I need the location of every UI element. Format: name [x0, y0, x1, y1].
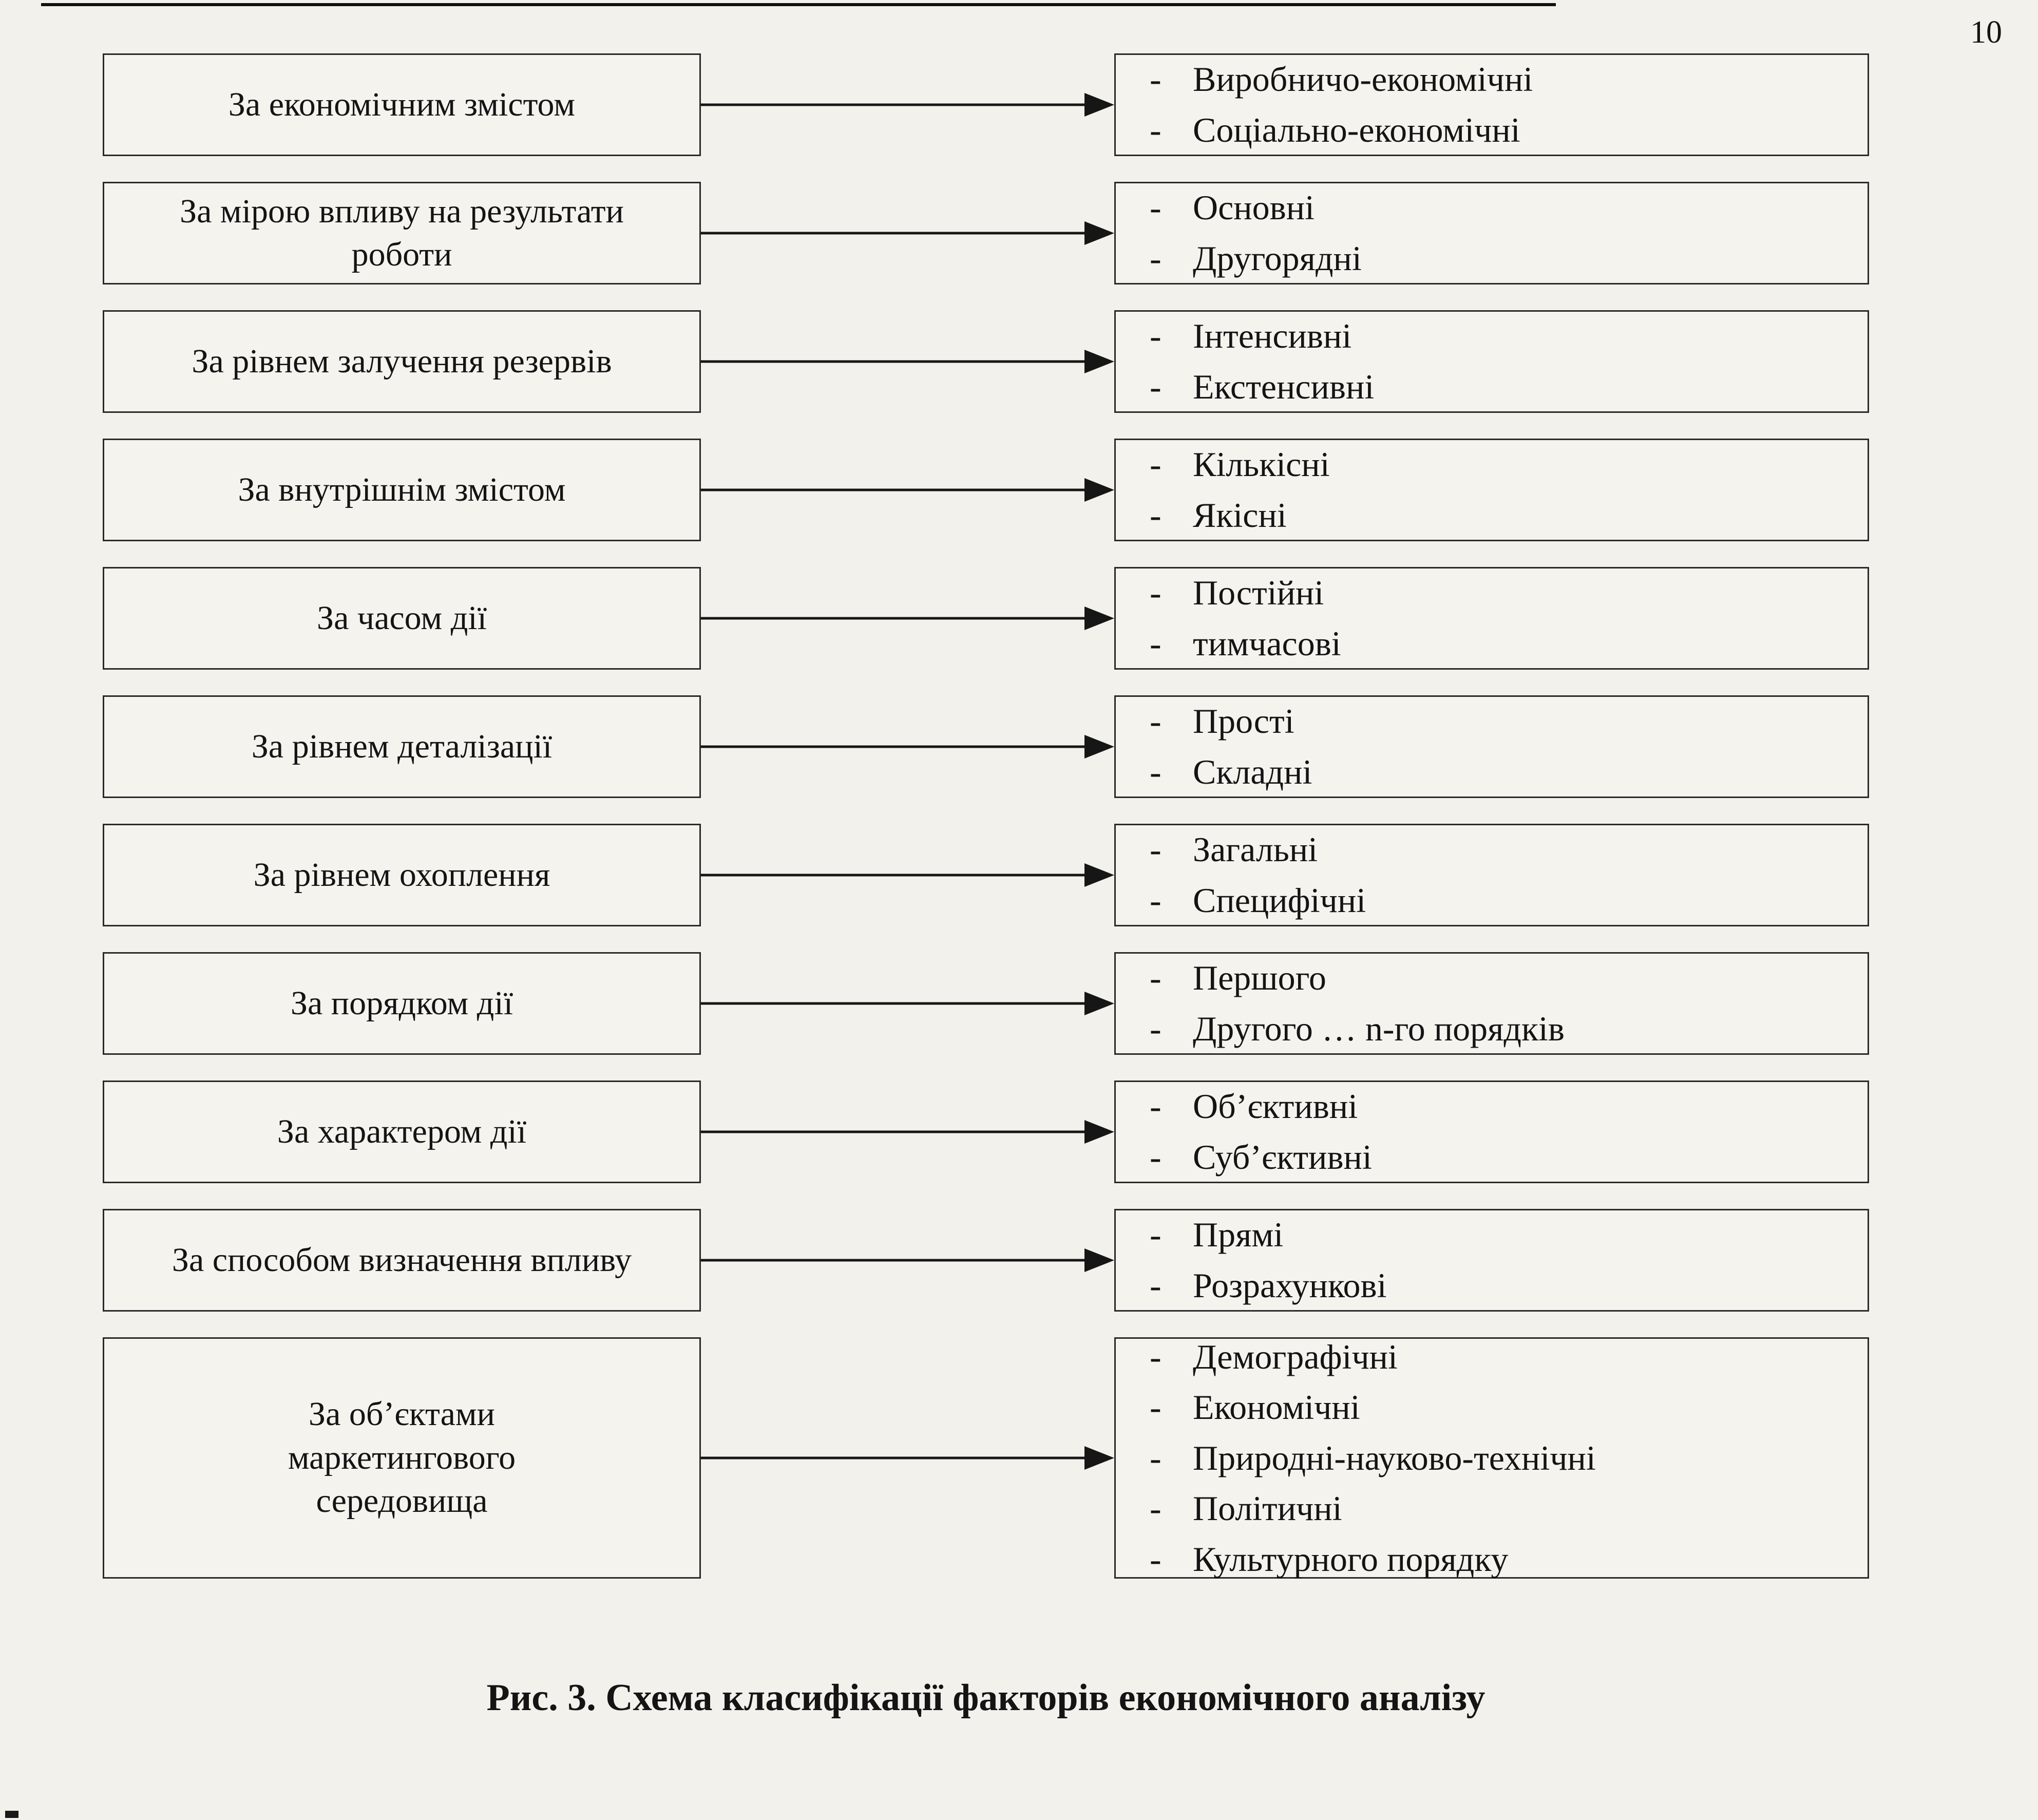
list-item [1116, 490, 1852, 541]
values-box [1114, 1209, 1869, 1312]
dash-marker: - [1150, 60, 1161, 99]
diagram-row [103, 824, 1869, 926]
arrow-connector [701, 1337, 1114, 1579]
dash-marker: - [1150, 1087, 1161, 1126]
classification-diagram [103, 53, 1869, 1720]
item-label: Прості [1193, 702, 1294, 741]
category-label: За об’єктами маркетингового середовища [288, 1395, 516, 1520]
list-item [1116, 1433, 1852, 1484]
category-label: За способом визначення впливу [172, 1241, 632, 1279]
category-box [103, 1080, 701, 1183]
figure-caption: Рис. 3. Схема класифікації факторів економічного аналізу [486, 1677, 1485, 1719]
item-label: Суб’єктивні [1193, 1138, 1372, 1177]
item-label: Основні [1193, 188, 1315, 228]
category-box [103, 182, 701, 285]
category-box [103, 952, 701, 1055]
dash-marker: - [1150, 702, 1161, 741]
values-box [1114, 952, 1869, 1055]
diagram-row [103, 1080, 1869, 1183]
category-label: За рівнем охоплення [253, 856, 550, 894]
list-item [1116, 1081, 1852, 1132]
arrow-connector [701, 53, 1114, 156]
item-label: Політичні [1193, 1489, 1342, 1528]
arrow-connector [701, 439, 1114, 541]
list-item [1116, 362, 1852, 412]
diagram-row [103, 182, 1869, 285]
category-label: За внутрішнім змістом [238, 470, 566, 508]
values-box [1114, 439, 1869, 541]
arrow-connector [701, 310, 1114, 413]
item-label: Загальні [1193, 830, 1318, 869]
scan-artifact-line [41, 3, 1556, 6]
category-label: За часом дії [317, 599, 487, 637]
diagram-row [103, 695, 1869, 798]
values-box [1114, 53, 1869, 156]
item-label: Кількісні [1193, 445, 1330, 484]
category-box [103, 567, 701, 670]
category-box [103, 439, 701, 541]
item-label: Складні [1193, 752, 1312, 791]
item-label: Першого [1193, 958, 1326, 998]
category-box [103, 824, 701, 926]
values-box [1114, 695, 1869, 798]
list-item [1116, 54, 1852, 105]
dash-marker: - [1150, 445, 1161, 484]
category-box [103, 1337, 701, 1579]
values-box [1114, 824, 1869, 926]
values-box [1114, 310, 1869, 413]
dash-marker: - [1150, 573, 1161, 613]
item-label: Природні-науково-технічні [1193, 1438, 1596, 1477]
arrow-connector [701, 182, 1114, 285]
dash-marker: - [1150, 110, 1161, 149]
list-item [1116, 182, 1852, 233]
list-item [1116, 696, 1852, 747]
dash-marker: - [1150, 1215, 1161, 1255]
list-item [1116, 105, 1852, 156]
list-item [1116, 1382, 1852, 1433]
list-item [1116, 1534, 1852, 1585]
list-item [1116, 1260, 1852, 1311]
values-box [1114, 1080, 1869, 1183]
dash-marker: - [1150, 1009, 1161, 1048]
arrow-connector [701, 1080, 1114, 1183]
dash-marker: - [1150, 1438, 1161, 1477]
list-item [1116, 311, 1852, 362]
item-label: Соціально-економічні [1193, 110, 1520, 149]
item-label: Демографічні [1193, 1337, 1398, 1376]
dash-marker: - [1150, 752, 1161, 791]
dash-marker: - [1150, 1388, 1161, 1427]
category-label: За мірою впливу на результати роботи [180, 192, 624, 273]
list-item [1116, 1209, 1852, 1260]
diagram-row [103, 1209, 1869, 1312]
item-label: Специфічні [1193, 881, 1366, 920]
arrow-connector [701, 952, 1114, 1055]
dash-marker: - [1150, 1138, 1161, 1177]
diagram-row [103, 952, 1869, 1055]
list-item [1116, 875, 1852, 926]
dash-marker: - [1150, 496, 1161, 535]
item-label: Виробничо-економічні [1193, 60, 1533, 99]
item-label: Об’єктивні [1193, 1087, 1358, 1126]
arrow-connector [701, 695, 1114, 798]
dash-marker: - [1150, 624, 1161, 663]
category-box [103, 53, 701, 156]
category-box [103, 1209, 701, 1312]
list-item [1116, 1132, 1852, 1183]
arrow-connector [701, 824, 1114, 926]
item-label: Постійні [1193, 573, 1324, 613]
item-label: Якісні [1193, 496, 1287, 535]
diagram-row [103, 1337, 1869, 1579]
list-item [1116, 1003, 1852, 1054]
list-item [1116, 618, 1852, 669]
dash-marker: - [1150, 830, 1161, 869]
list-item [1116, 747, 1852, 798]
category-label: За економічним змістом [228, 85, 576, 123]
dash-marker: - [1150, 1489, 1161, 1528]
list-item [1116, 953, 1852, 1003]
values-box [1114, 1337, 1869, 1579]
dash-marker: - [1150, 367, 1161, 406]
list-item [1116, 1483, 1852, 1534]
diagram-row [103, 567, 1869, 670]
item-label: Другого … n-го порядків [1193, 1009, 1565, 1048]
dash-marker: - [1150, 1337, 1161, 1376]
dash-marker: - [1150, 316, 1161, 356]
item-label: Другорядні [1193, 239, 1362, 278]
list-item [1116, 439, 1852, 490]
dash-marker: - [1150, 1266, 1161, 1305]
scan-artifact-mark [5, 1811, 18, 1818]
dash-marker: - [1150, 958, 1161, 998]
item-label: Економічні [1193, 1388, 1360, 1427]
item-label: Екстенсивні [1193, 367, 1375, 406]
list-item [1116, 824, 1852, 875]
values-box [1114, 182, 1869, 285]
dash-marker: - [1150, 188, 1161, 228]
category-box [103, 310, 701, 413]
dash-marker: - [1150, 239, 1161, 278]
item-label: Прямі [1193, 1215, 1284, 1255]
diagram-row [103, 310, 1869, 413]
list-item [1116, 567, 1852, 618]
diagram-row [103, 439, 1869, 541]
dash-marker: - [1150, 1539, 1161, 1579]
item-label: тимчасові [1193, 624, 1341, 663]
diagram-row [103, 53, 1869, 156]
item-label: Розрахункові [1193, 1266, 1387, 1305]
category-box [103, 695, 701, 798]
page-number: 10 [1970, 15, 2002, 50]
list-item [1116, 233, 1852, 284]
item-label: Інтенсивні [1193, 316, 1352, 356]
values-box [1114, 567, 1869, 670]
list-item [1116, 1332, 1852, 1382]
item-label: Культурного порядку [1193, 1539, 1509, 1579]
dash-marker: - [1150, 881, 1161, 920]
arrow-connector [701, 1209, 1114, 1312]
category-label: За рівнем деталізації [251, 727, 553, 765]
category-label: За порядком дії [290, 984, 513, 1022]
arrow-connector [701, 567, 1114, 670]
category-label: За характером дії [277, 1112, 527, 1150]
category-label: За рівнем залучення резервів [192, 342, 612, 380]
